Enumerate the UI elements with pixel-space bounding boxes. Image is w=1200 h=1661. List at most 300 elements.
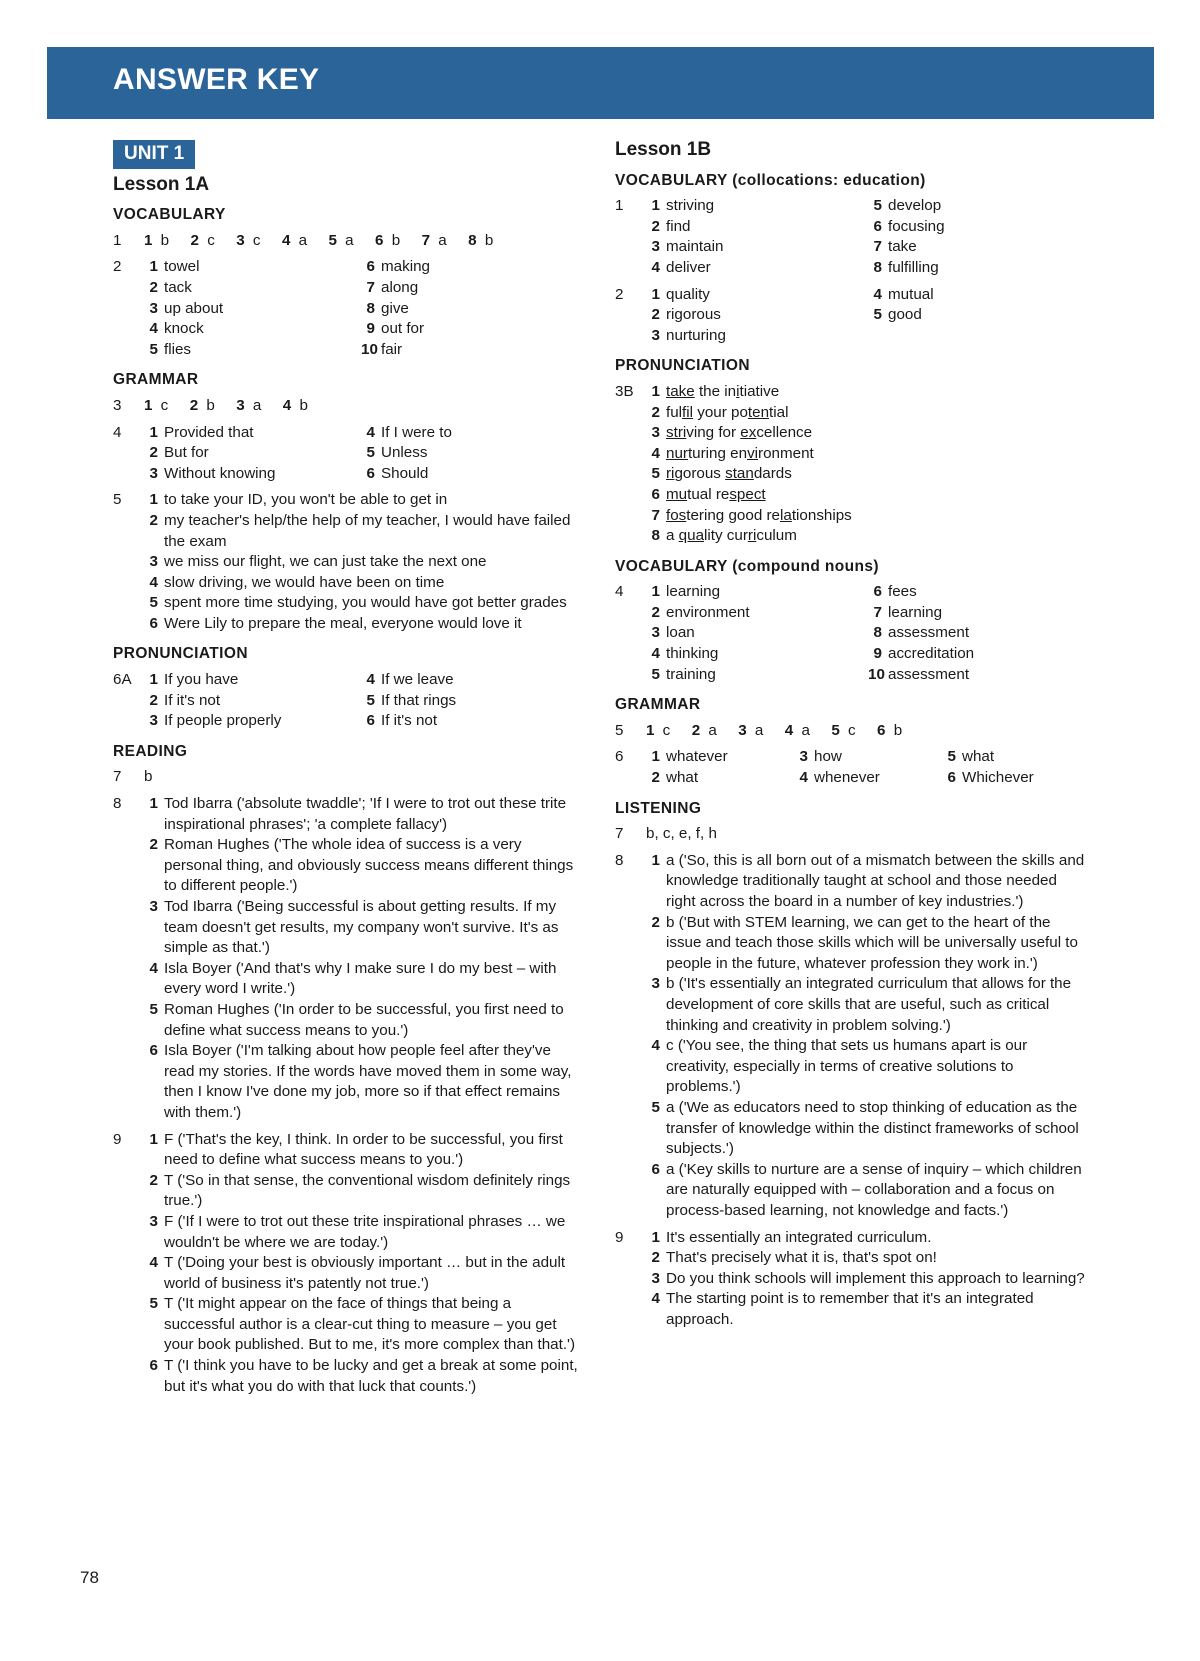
answer-column xyxy=(794,747,942,788)
lesson-title: Lesson 1A xyxy=(113,173,210,195)
answer-item xyxy=(646,1160,1090,1222)
stressed-syllable: ex xyxy=(740,424,757,442)
item-number: 2 xyxy=(691,721,701,739)
item-text: The starting point is to remember that it's an integrated approach. xyxy=(666,1290,1034,1328)
item-text: striving for excellence xyxy=(666,424,813,442)
exercise-number: 3 xyxy=(113,396,122,414)
item-number: 2 xyxy=(190,231,199,249)
item-text: give xyxy=(381,299,409,317)
exercise-body xyxy=(144,670,578,732)
section-heading-reading: READING xyxy=(113,742,188,760)
exercise-number: 1 xyxy=(615,197,624,215)
item-number: 6 xyxy=(375,231,384,249)
item-text: Isla Boyer ('And that's why I make sure I do my best – with every word I write.') xyxy=(164,959,557,998)
item-text: F ('If I were to trot out these trite inspirational phrases … we wouldn't be where we are today.') xyxy=(164,1212,566,1251)
item-text: up about xyxy=(164,299,224,317)
item-text: mutual respect xyxy=(666,485,766,503)
answer-item xyxy=(144,340,361,361)
answer-column xyxy=(646,196,868,278)
item-number: 4 xyxy=(873,285,882,303)
answer-item xyxy=(144,299,361,320)
item-text: c xyxy=(656,721,671,739)
exercise-body xyxy=(144,257,578,360)
answer-item xyxy=(144,794,578,835)
item-text: fulfil your potential xyxy=(666,403,789,421)
item-number: 5 xyxy=(651,665,660,683)
item-text: F ('That's the key, I think. In order to be successful, you first need to define what success means to you.') xyxy=(164,1130,563,1169)
header-banner xyxy=(47,47,1154,119)
item-text: learning xyxy=(888,603,943,621)
exercise xyxy=(615,824,1090,845)
answer-text: b, c, e, f, h xyxy=(646,825,717,843)
item-number: 5 xyxy=(651,1098,660,1116)
item-text: a xyxy=(432,231,447,249)
exercise-body xyxy=(646,196,1090,278)
item-text: environment xyxy=(666,603,750,621)
item-text: learning xyxy=(666,583,721,601)
answer-item xyxy=(144,593,578,614)
item-text: Provided that xyxy=(164,423,254,441)
item-text: If it's not xyxy=(381,712,438,730)
exercise-number: 8 xyxy=(113,795,122,813)
answer-item xyxy=(646,506,1090,527)
item-text: b ('But with STEM learning, we can get to the heart of the issue and teach those skills which will be universally useful to people in the future, whatever profession they work in.') xyxy=(666,913,1078,972)
item-text: Tod Ibarra ('absolute twaddle'; 'If I were to trot out these trite inspirational phrases'; 'a complete fallacy') xyxy=(164,795,567,833)
item-number: 6 xyxy=(149,614,158,632)
exercise-body xyxy=(646,382,1090,547)
item-text: If you have xyxy=(164,671,239,689)
item-number: 10 xyxy=(361,340,378,358)
stressed-syllable: ri xyxy=(747,527,757,545)
exercise-body xyxy=(646,721,1090,742)
item-number: 5 xyxy=(149,1000,158,1018)
item-number: 5 xyxy=(873,197,882,215)
stressed-syllable: vi xyxy=(747,444,759,462)
answer-item xyxy=(361,278,578,299)
item-number: 1 xyxy=(149,423,158,441)
item-text: my teacher's help/the help of my teacher, I would have failed the exam xyxy=(164,511,571,550)
item-number: 3 xyxy=(738,721,747,739)
item-number: 1 xyxy=(651,285,660,303)
exercise-number: 2 xyxy=(113,258,122,276)
item-number: 6 xyxy=(873,217,882,235)
exercise-number: 2 xyxy=(615,285,624,303)
answer-column xyxy=(361,670,578,732)
answer-item xyxy=(144,1253,578,1294)
inline-answers xyxy=(144,231,578,252)
item-number: 3 xyxy=(149,898,158,915)
exercise xyxy=(113,490,578,634)
item-text: knock xyxy=(164,320,204,338)
answer-item xyxy=(361,443,578,464)
item-text: assessment xyxy=(888,624,970,642)
item-text: b xyxy=(154,231,170,249)
answer-item xyxy=(144,1171,578,1212)
item-number: 5 xyxy=(651,465,660,483)
exercise-number: 7 xyxy=(615,825,624,843)
item-number: 1 xyxy=(144,396,153,414)
item-number: 8 xyxy=(366,299,375,317)
stressed-syllable: take xyxy=(666,382,695,400)
exercise-body xyxy=(144,423,578,485)
item-number: 1 xyxy=(651,748,660,766)
item-text: a ('So, this is all born out of a mismatch between the skills and knowledge traditionally taught at school and those needed right across the board in a number of key industries.') xyxy=(666,851,1085,910)
item-text: If that rings xyxy=(381,691,457,709)
answer-item xyxy=(144,691,361,712)
item-number: 2 xyxy=(149,511,158,529)
item-text: That's precisely what it is, that's spot on! xyxy=(666,1249,937,1267)
answer-item xyxy=(144,711,361,732)
item-text: flies xyxy=(164,340,192,358)
item-number: 2 xyxy=(651,1249,660,1267)
answer-item xyxy=(868,665,1090,686)
item-text: T ('It might appear on the face of things that being a successful author is a clear-cut thing to measure – you get your book published. But to me, it's more complex than that.') xyxy=(164,1295,576,1354)
left-column xyxy=(113,140,578,1403)
item-number: 1 xyxy=(651,851,660,869)
item-text: develop xyxy=(888,197,942,215)
item-text: striving xyxy=(666,197,715,215)
item-number: 7 xyxy=(651,506,660,524)
item-number: 2 xyxy=(149,278,158,296)
answer-item xyxy=(646,974,1090,1036)
item-number: 3 xyxy=(651,238,660,256)
section-heading-vocabulary-collocations: VOCABULARY (collocations: education) xyxy=(615,171,926,189)
item-text: nurturing xyxy=(666,326,726,344)
item-number: 8 xyxy=(873,258,882,276)
exercise xyxy=(615,285,1090,347)
item-text: T ('So in that sense, the conventional wisdom definitely rings true.') xyxy=(164,1171,571,1210)
item-number: 4 xyxy=(651,1037,660,1055)
item-number: 1 xyxy=(651,1228,660,1246)
item-text: rigorous xyxy=(666,306,721,324)
answer-item xyxy=(144,552,578,573)
item-number: 4 xyxy=(651,1290,660,1308)
stressed-syllable: stan xyxy=(725,465,754,483)
item-number: 8 xyxy=(468,231,477,249)
item-text: fostering good relationships xyxy=(666,506,852,524)
exercise-number: 5 xyxy=(113,491,122,509)
item-number: 1 xyxy=(651,197,660,215)
exercise-body xyxy=(144,794,578,1124)
item-text: Whichever xyxy=(962,769,1034,787)
stressed-syllable: spect xyxy=(729,485,766,503)
item-number: 6 xyxy=(873,583,882,601)
item-number: 3 xyxy=(149,1212,158,1230)
answer-item xyxy=(144,1356,578,1397)
answer-item xyxy=(646,665,868,686)
item-number: 4 xyxy=(281,231,291,249)
item-text: how xyxy=(814,748,842,766)
answer-item xyxy=(868,285,1090,306)
exercise-body xyxy=(646,747,1090,788)
item-text: towel xyxy=(164,258,200,276)
section-heading-grammar: GRAMMAR xyxy=(113,371,199,389)
item-text: training xyxy=(666,665,716,683)
item-number: 2 xyxy=(651,603,660,621)
section-heading-listening: LISTENING xyxy=(615,799,702,817)
answer-item xyxy=(144,1212,578,1253)
answer-item xyxy=(646,644,868,665)
answer-item xyxy=(646,768,794,789)
item-text: Without knowing xyxy=(164,464,276,482)
exercise xyxy=(113,396,578,417)
item-text: whenever xyxy=(814,769,880,787)
answer-item xyxy=(868,582,1090,603)
answer-column xyxy=(144,423,361,485)
item-number: 5 xyxy=(831,721,840,739)
inline-answers xyxy=(646,721,1090,742)
item-text: along xyxy=(381,278,419,296)
answer-item xyxy=(646,1228,1090,1249)
item-number: 4 xyxy=(799,769,808,787)
item-number: 4 xyxy=(366,423,375,441)
item-text: b xyxy=(478,231,494,249)
item-text: Roman Hughes ('In order to be successful, you first need to define what success means to you.') xyxy=(164,1000,564,1039)
exercise xyxy=(113,794,578,1124)
answer-item xyxy=(646,285,868,306)
item-text: If people properly xyxy=(164,712,282,730)
answer-item xyxy=(646,623,868,644)
section-heading-pronunciation: PRONUNCIATION xyxy=(615,357,750,375)
exercise-body xyxy=(144,1130,578,1398)
exercise-number: 4 xyxy=(113,423,122,441)
answer-item xyxy=(646,1098,1090,1160)
item-text: focusing xyxy=(888,217,945,235)
answer-columns xyxy=(144,670,578,732)
exercise-number: 3B xyxy=(615,382,634,400)
item-number: 3 xyxy=(149,299,158,317)
answer-item xyxy=(646,403,1090,424)
answer-item xyxy=(942,747,1090,768)
answer-item xyxy=(646,423,1090,444)
item-number: 3 xyxy=(651,326,660,344)
item-number: 5 xyxy=(873,306,882,324)
exercise-number: 6A xyxy=(113,671,132,689)
item-number: 4 xyxy=(784,721,794,739)
item-number: 5 xyxy=(947,748,956,766)
answer-item xyxy=(646,326,868,347)
item-number: 4 xyxy=(282,396,292,414)
item-text: good xyxy=(888,306,922,324)
answer-item xyxy=(646,1248,1090,1269)
item-text: a quality curriculum xyxy=(666,527,797,545)
item-text: what xyxy=(962,748,995,766)
item-text: c xyxy=(841,721,856,739)
item-number: 5 xyxy=(149,594,158,612)
answer-item xyxy=(646,913,1090,975)
answer-item xyxy=(361,340,578,361)
item-text: a xyxy=(795,721,810,739)
stressed-syllable: fil xyxy=(682,403,694,421)
item-number: 3 xyxy=(651,1269,660,1287)
item-text: c xyxy=(201,231,215,249)
exercise-body xyxy=(144,231,578,252)
item-number: 1 xyxy=(149,795,158,813)
item-text: a xyxy=(338,231,354,249)
item-number: 6 xyxy=(947,769,956,787)
answer-item xyxy=(361,257,578,278)
answer-item xyxy=(868,196,1090,217)
answer-item xyxy=(868,237,1090,258)
answer-column xyxy=(361,423,578,485)
item-text: c ('You see, the thing that sets us humans apart is our creativity, especially in terms of creative solutions to problems.') xyxy=(666,1037,1028,1096)
item-number: 2 xyxy=(149,691,158,709)
stressed-syllable: mu xyxy=(666,485,688,503)
answer-column xyxy=(868,285,1090,347)
item-text: spent more time studying, you would have got better grades xyxy=(164,594,567,612)
answer-item xyxy=(646,526,1090,547)
item-text: rigorous standards xyxy=(666,465,792,483)
item-number: 4 xyxy=(149,320,158,338)
item-number: 7 xyxy=(873,238,882,256)
exercise-number: 1 xyxy=(113,231,122,249)
answer-item xyxy=(646,237,868,258)
stressed-syllable: la xyxy=(780,506,792,524)
answer-item xyxy=(144,897,578,959)
section-heading-vocabulary: VOCABULARY xyxy=(113,206,226,224)
answer-columns xyxy=(646,582,1090,685)
exercise-number: 9 xyxy=(615,1228,624,1246)
item-text: a xyxy=(702,721,717,739)
item-text: whatever xyxy=(666,748,728,766)
answer-item xyxy=(144,443,361,464)
item-number: 8 xyxy=(651,527,660,545)
item-text: out for xyxy=(381,320,425,338)
item-number: 6 xyxy=(651,485,660,503)
exercise xyxy=(113,670,578,732)
answer-item xyxy=(868,305,1090,326)
answer-item xyxy=(361,691,578,712)
item-text: fair xyxy=(381,340,403,358)
item-number: 8 xyxy=(873,624,882,642)
item-text: c xyxy=(154,396,169,414)
item-text: loan xyxy=(666,624,695,642)
answer-item xyxy=(868,644,1090,665)
item-number: 3 xyxy=(149,712,158,730)
item-text: find xyxy=(666,217,691,235)
exercise-body xyxy=(144,767,578,788)
item-number: 6 xyxy=(366,464,375,482)
answer-item xyxy=(361,670,578,691)
exercise-number: 8 xyxy=(615,851,624,869)
answer-column xyxy=(646,582,868,685)
item-text: c xyxy=(246,231,261,249)
item-text: assessment xyxy=(888,665,970,683)
item-text: a ('We as educators need to stop thinking of education as the transfer of knowledge within the distinct frameworks of school subjects.') xyxy=(666,1098,1079,1158)
exercise-body xyxy=(144,396,578,417)
item-text: a xyxy=(292,231,308,249)
item-number: 4 xyxy=(149,959,158,977)
exercise xyxy=(615,382,1090,547)
item-text: tack xyxy=(164,278,192,296)
answer-item xyxy=(646,464,1090,485)
item-text: accreditation xyxy=(888,645,975,663)
answer-item xyxy=(646,217,868,238)
item-number: 3 xyxy=(651,424,660,442)
answer-item xyxy=(794,768,942,789)
item-text: Unless xyxy=(381,444,428,462)
item-text: fulfilling xyxy=(888,258,939,276)
exercise-body xyxy=(646,851,1090,1222)
answer-item xyxy=(646,382,1090,403)
exercise-body xyxy=(646,824,1090,845)
answer-item xyxy=(646,747,794,768)
item-number: 3 xyxy=(651,975,660,993)
stressed-syllable: nur xyxy=(666,444,688,462)
item-number: 2 xyxy=(189,396,199,414)
item-number: 7 xyxy=(421,231,431,249)
answer-item xyxy=(868,217,1090,238)
answer-item xyxy=(144,573,578,594)
item-number: 1 xyxy=(149,1130,158,1148)
item-text: take the initiative xyxy=(666,382,780,400)
item-number: 5 xyxy=(366,691,375,709)
stressed-syllable: ri xyxy=(666,465,675,483)
exercise xyxy=(615,747,1090,788)
item-number: 6 xyxy=(877,721,886,739)
answer-item xyxy=(794,747,942,768)
answer-item xyxy=(361,423,578,444)
answer-text: b xyxy=(144,768,153,786)
item-number: 3 xyxy=(236,231,245,249)
exercise-number: 9 xyxy=(113,1130,122,1148)
item-text: to take your ID, you won't be able to get in xyxy=(164,491,448,509)
item-text: b xyxy=(293,396,308,414)
answer-item xyxy=(144,423,361,444)
exercise xyxy=(113,767,578,788)
answer-column xyxy=(144,257,361,360)
item-text: But for xyxy=(164,444,209,462)
item-number: 4 xyxy=(651,645,660,663)
item-number: 4 xyxy=(366,671,375,689)
item-number: 7 xyxy=(873,603,882,621)
exercise-number: 4 xyxy=(615,583,624,601)
answer-columns xyxy=(646,747,1090,788)
item-text: what xyxy=(666,769,699,787)
answer-item xyxy=(361,464,578,485)
item-text: Were Lily to prepare the meal, everyone would love it xyxy=(164,614,522,632)
item-number: 1 xyxy=(144,231,153,249)
item-text: we miss our flight, we can just take the next one xyxy=(164,553,487,571)
answer-item xyxy=(144,319,361,340)
item-number: 1 xyxy=(149,258,158,276)
answer-item xyxy=(144,490,578,511)
answer-item xyxy=(144,1294,578,1356)
item-number: 1 xyxy=(149,491,158,509)
answer-column xyxy=(646,285,868,347)
exercise-body xyxy=(646,582,1090,685)
answer-item xyxy=(646,603,868,624)
answer-item xyxy=(144,670,361,691)
answer-item xyxy=(646,485,1090,506)
exercise-number: 6 xyxy=(615,748,624,766)
inline-answers xyxy=(144,396,578,417)
item-number: 4 xyxy=(149,1254,158,1272)
answer-item xyxy=(144,1000,578,1041)
answer-item xyxy=(361,299,578,320)
stressed-syllable: ten xyxy=(747,403,770,421)
item-text: take xyxy=(888,238,917,256)
exercise-body xyxy=(144,490,578,634)
answer-item xyxy=(646,1036,1090,1098)
item-text: If we leave xyxy=(381,671,454,689)
item-number: 2 xyxy=(149,836,158,854)
item-text: a xyxy=(748,721,764,739)
answer-item xyxy=(144,278,361,299)
item-number: 5 xyxy=(328,231,337,249)
item-number: 3 xyxy=(236,396,245,414)
answer-column xyxy=(361,257,578,360)
